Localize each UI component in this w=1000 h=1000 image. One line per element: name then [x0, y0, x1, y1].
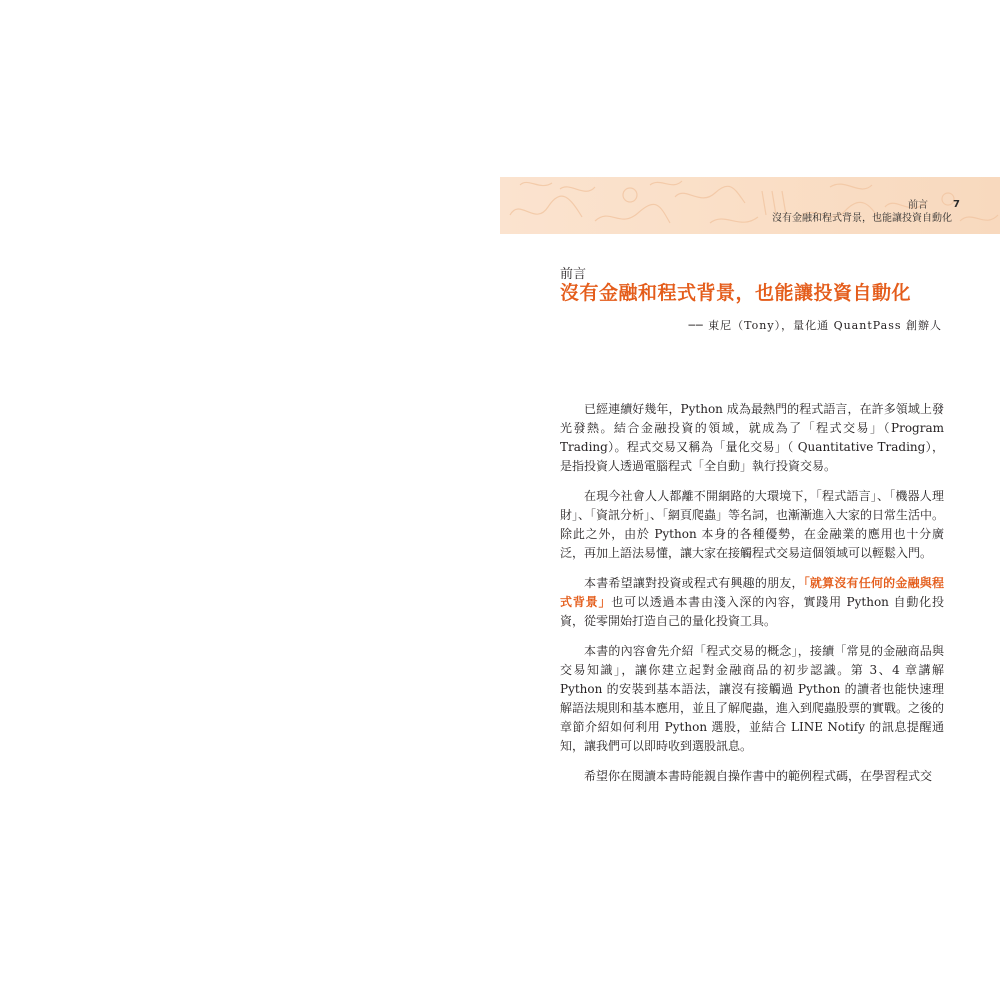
book-page	[500, 0, 1000, 1000]
section-label: 前言	[560, 267, 587, 282]
page-title: 沒有金融和程式背景，也能讓投資自動化	[560, 282, 912, 304]
page-number: 7	[953, 199, 960, 210]
paragraph-2: 在現今社會人人都離不開網路的大環境下，「程式語言」、「機器人理財」、「資訊分析」、「網頁爬蟲」等名詞，也漸漸進入大家的日常生活中。除此之外，由於 Python 本身的各種優勢，在金融業的應用也十分廣泛，再加上語法易懂，讓大家在接觸程式交易這個領域可以輕鬆入門。	[560, 489, 945, 560]
paragraph-4: 本書的內容會先介紹「程式交易的概念」，接續「常見的金融商品與交易知識」，讓你建立起對金融商品的初步認識。第 3、4 章講解 Python 的安裝到基本語法，讓沒有接觸過 Python 的讀者也能快速理解語法規則和基本應用，並且了解爬蟲，進入到爬蟲股票的實戰。之後的章節介紹如何利用 Python 選股，並結合 LINE Notify 的訊息提醒通知，讓我們可以即時收到選股訊息。	[560, 644, 945, 753]
byline: ── 東尼（Tony），量化通 QuantPass 創辦人	[688, 319, 942, 332]
paragraph-3-before: 本書希望讓對投資或程式有興趣的朋友，	[584, 576, 804, 590]
body-text	[560, 400, 944, 797]
running-head-section: 前言	[908, 200, 928, 211]
paragraph-3-after: 也可以透過本書由淺入深的內容，實踐用 Python 自動化投資，從零開始打造自己的量化投資工具。	[560, 595, 944, 628]
running-head-chapter: 沒有金融和程式背景，也能讓投資自動化	[772, 213, 952, 224]
paragraph-3	[560, 574, 944, 631]
highlight-phrase: 「就算沒有任何的金融與程式背景」	[560, 576, 944, 609]
paragraph-1: 已經連續好幾年，Python 成為最熱門的程式語言，在許多領域上發光發熱。結合金融投資的領域，就成為了「程式交易」（Program Trading）。程式交易又稱為「量化交易」（ Quantitative Trading），是指投資人透過電腦程式「全自動」執行投資交易。	[560, 402, 944, 473]
paragraph-5: 希望你在閱讀本書時能親自操作書中的範例程式碼，在學習程式交	[584, 769, 933, 783]
running-head	[772, 199, 952, 225]
